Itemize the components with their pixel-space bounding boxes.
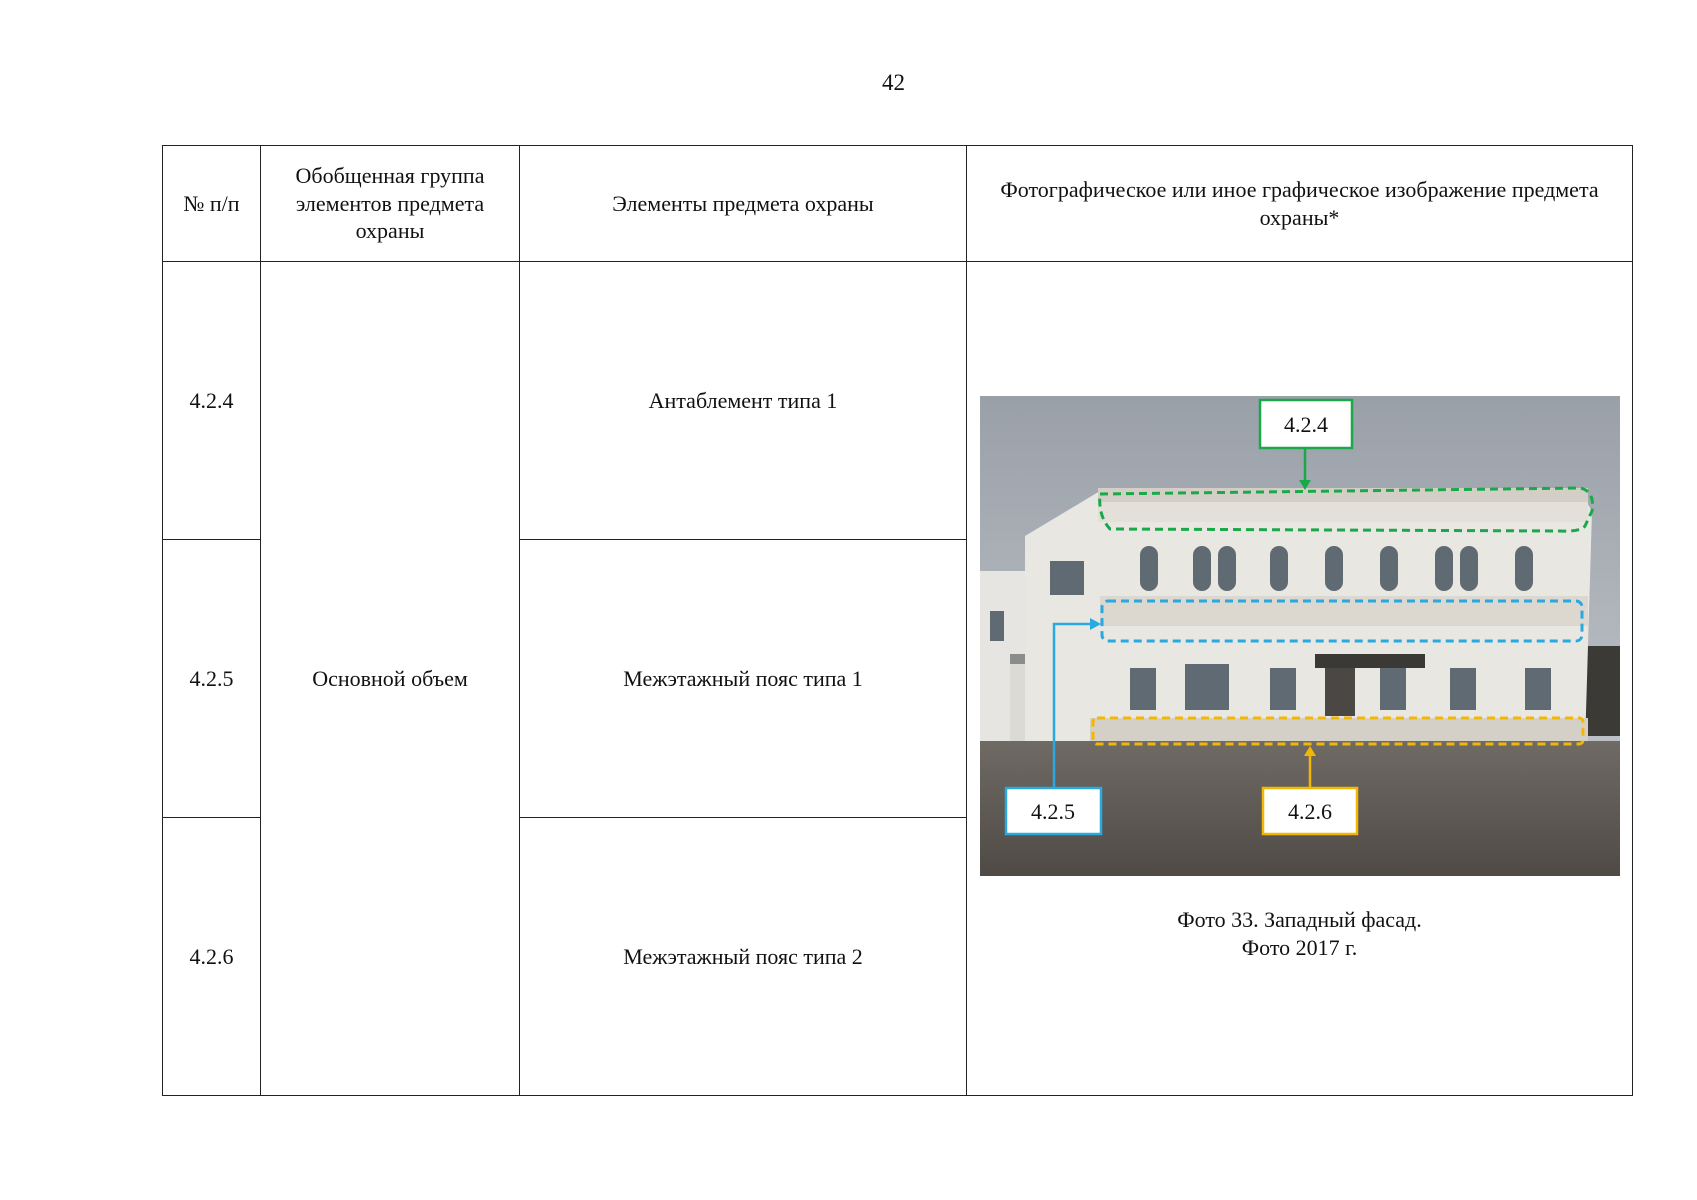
header-image: Фотографическое или иное графическое изображение предмета охраны* (967, 146, 1633, 262)
page-number: 42 (882, 70, 905, 95)
row-element: Антаблемент типа 1 (520, 262, 967, 540)
caption-line-1: Фото 33. Западный фасад. (1177, 907, 1422, 932)
group-name: Основной объем (261, 262, 520, 1096)
photo-figure (980, 396, 1620, 961)
caption-line-2: Фото 2017 г. (1241, 934, 1358, 960)
callout-4-2-4-label: 4.2.4 (1283, 412, 1328, 437)
row-num: 4.2.4 (163, 262, 261, 540)
photo-cell (967, 262, 1633, 1096)
facade-photo (980, 396, 1620, 876)
table-row (163, 262, 1633, 540)
photo-caption (980, 906, 1620, 961)
row-element: Межэтажный пояс типа 2 (520, 818, 967, 1096)
row-num: 4.2.6 (163, 818, 261, 1096)
header-group: Обобщенная группа элементов предмета охраны (261, 146, 520, 262)
header-num: № п/п (163, 146, 261, 262)
trees (1585, 646, 1620, 736)
callout-4-2-5-label: 4.2.5 (1030, 799, 1075, 824)
header-elements: Элементы предмета охраны (520, 146, 967, 262)
row-num: 4.2.5 (163, 540, 261, 818)
table-header-row (163, 146, 1633, 262)
row-element: Межэтажный пояс типа 1 (520, 540, 967, 818)
callout-4-2-6-label: 4.2.6 (1287, 799, 1332, 824)
protection-table (162, 145, 1633, 1096)
